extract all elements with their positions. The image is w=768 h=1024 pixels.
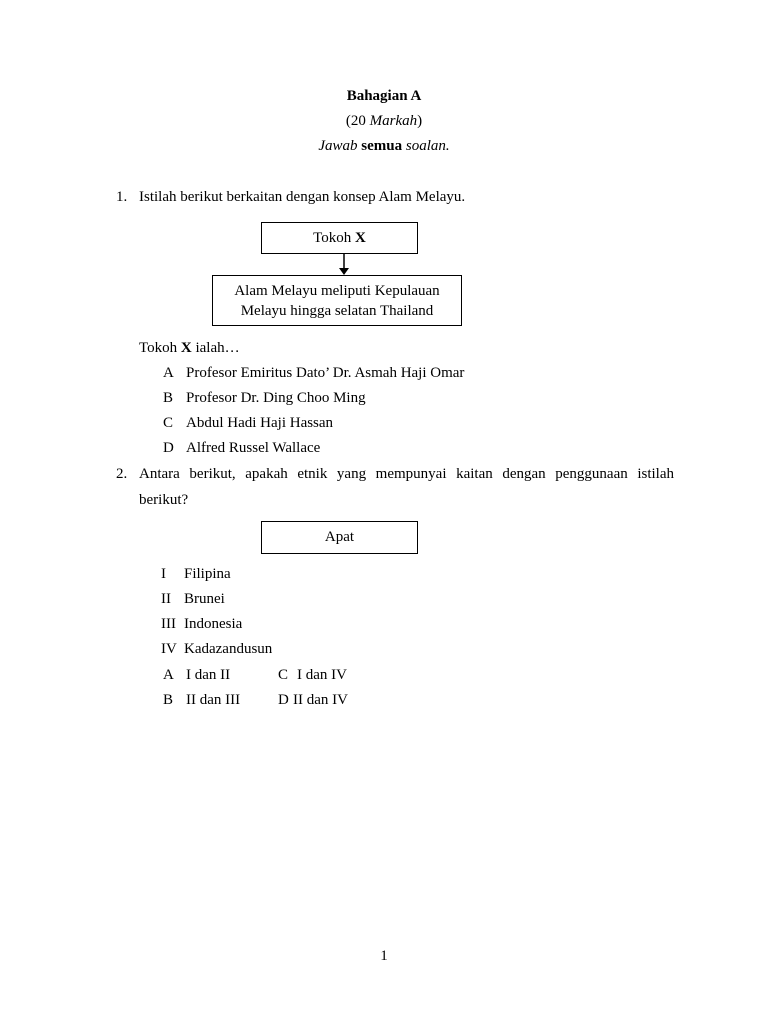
q1-option-a-text: Profesor Emiritus Dato’ Dr. Asmah Haji Omar [186, 365, 465, 381]
q1-option-b-text: Profesor Dr. Ding Choo Ming [186, 390, 366, 406]
marks-close: ) [417, 113, 423, 129]
q2-answer-a-text: I dan II [186, 667, 231, 683]
q2-item-i-numeral: I [161, 566, 166, 582]
q1-option-d-text: Alfred Russel Wallace [186, 440, 321, 456]
q2-answer-d-letter: D [278, 692, 289, 708]
q2-item-iii-numeral: III [161, 616, 176, 632]
q2-number: 2. [116, 466, 128, 482]
q1-box-definition [212, 275, 462, 326]
q2-answer-a-letter: A [163, 667, 174, 683]
instruction-semua: semua [361, 138, 403, 154]
q1-box-definition-line1: Alam Melayu meliputi Kepulauan [234, 283, 440, 299]
q1-prompt [139, 340, 240, 357]
instruction-line [0, 138, 768, 155]
instruction-soalan: soalan. [405, 138, 450, 154]
q1-option-c-text: Abdul Hadi Haji Hassan [186, 415, 334, 431]
q2-box-term: Apat [261, 521, 418, 554]
q2-stem-line2: berikut? [139, 492, 189, 508]
q1-number: 1. [116, 189, 128, 205]
q1-box-tokoh-text: Tokoh [313, 230, 356, 246]
q1-box-tokoh [261, 222, 418, 254]
q2-answer-b-letter: B [163, 692, 174, 708]
q2-item-ii-numeral: II [161, 591, 171, 607]
q2-item-iv-text: Kadazandusun [184, 641, 273, 657]
q1-box-tokoh-x: X [355, 230, 366, 246]
section-title-text: Bahagian A [346, 88, 422, 104]
q1-option-d-letter: D [163, 440, 174, 456]
marks-line [0, 113, 768, 130]
q1-option-a-letter: A [163, 365, 174, 381]
q1-prompt-x: X [180, 340, 192, 356]
q2-answer-b-text: II dan III [186, 692, 241, 708]
q2-item-iii-text: Indonesia [184, 616, 243, 632]
marks-open: (20 [345, 113, 370, 129]
q2-answer-c-text: I dan IV [297, 667, 347, 683]
q1-stem: Istilah berikut berkaitan dengan konsep Alam Melayu. [139, 189, 466, 205]
q1-option-c-letter: C [163, 415, 174, 431]
page-number: 1 [380, 948, 388, 964]
q2-answer-c-letter: C [278, 667, 289, 683]
q2-item-i-text: Filipina [184, 566, 231, 582]
q2-stem-line1: Antara berikut, apakah etnik yang mempunyai kaitan dengan penggunaan istilah [139, 466, 674, 482]
arrow-down-icon [337, 254, 351, 276]
instruction-jawab: Jawab [318, 138, 358, 154]
q1-option-b-letter: B [163, 390, 174, 406]
q1-prompt-rest: ialah… [191, 340, 240, 356]
section-title [0, 88, 768, 105]
q2-answer-d-text: II dan IV [293, 692, 348, 708]
q2-item-ii-text: Brunei [184, 591, 225, 607]
q2-item-iv-numeral: IV [161, 641, 177, 657]
q1-box-definition-line2: Melayu hingga selatan Thailand [240, 303, 434, 319]
marks-word: Markah [369, 113, 418, 129]
q1-prompt-text: Tokoh [139, 340, 181, 356]
